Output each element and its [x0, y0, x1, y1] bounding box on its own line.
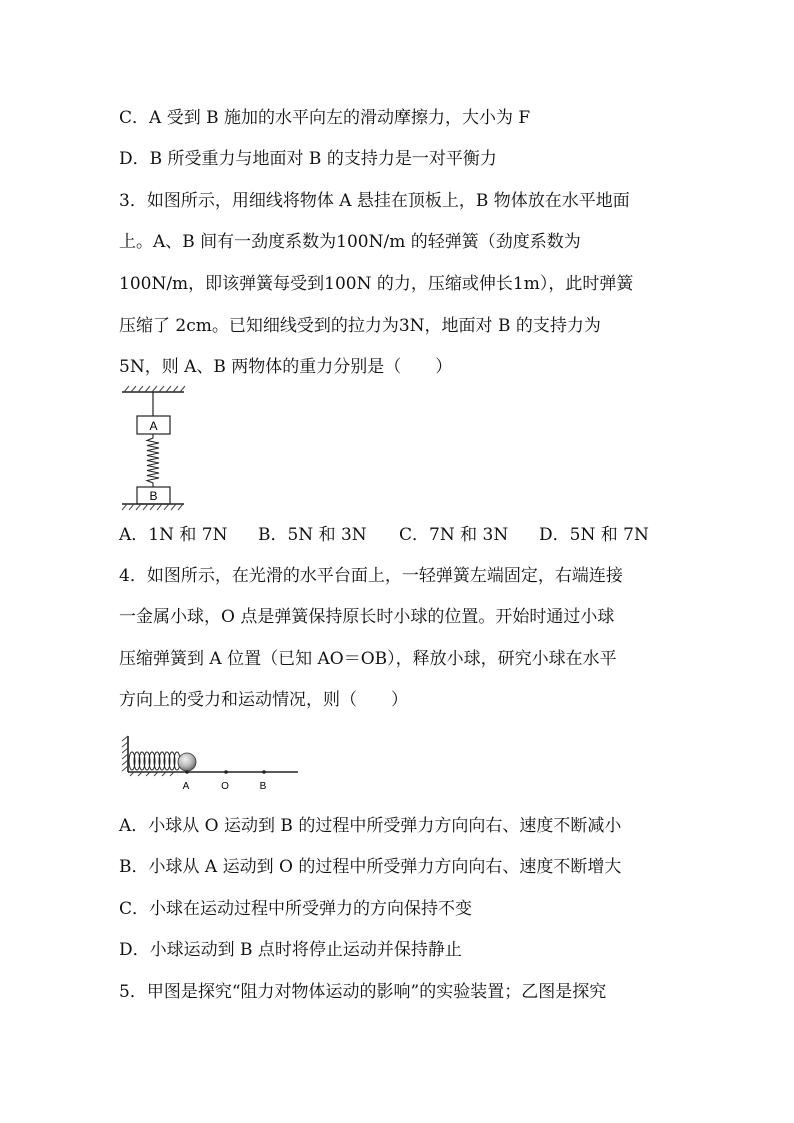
spring-coils [129, 752, 180, 770]
q4-option-a: A．小球从 O 运动到 B 的过程中所受弹力方向向右、速度不断减小 [119, 816, 622, 836]
point-b-label: B [259, 781, 267, 792]
q3-option-b: B．5N 和 3N [258, 525, 367, 545]
metal-ball [178, 753, 196, 771]
q4-stem-line-4: 方向上的受力和运动情况，则（ ） [119, 690, 408, 710]
q4-stem-line-2: 一金属小球，O 点是弹簧保持原长时小球的位置。开始时通过小球 [119, 607, 615, 627]
q2-option-d: D．B 所受重力与地面对 B 的支持力是一对平衡力 [119, 149, 497, 169]
point-o-dot [224, 770, 228, 774]
point-a-dot [185, 770, 189, 774]
q4-option-c: C．小球在运动过程中所受弹力的方向保持不变 [119, 899, 473, 919]
q2-option-c: C．A 受到 B 施加的水平向左的滑动摩擦力，大小为 F [119, 108, 531, 128]
block-a-label: A [149, 419, 158, 433]
point-o-label: O [221, 781, 229, 792]
q4-option-d: D．小球运动到 B 点时将停止运动并保持静止 [119, 940, 462, 960]
q3-option-c: C．7N 和 3N [399, 525, 509, 545]
q3-stem-line-4: 压缩了 2cm。已知细线受到的拉力为3N，地面对 B 的支持力为 [119, 316, 601, 336]
q3-stem-line-1: 3．如图所示，用细线将物体 A 悬挂在顶板上，B 物体放在水平地面 [119, 191, 630, 211]
q5-stem-line-1: 5．甲图是探究“阻力对物体运动的影响”的实验装置；乙图是探究 [119, 982, 607, 1002]
q3-spring-figure [118, 384, 198, 512]
q4-stem-line-1: 4．如图所示，在光滑的水平台面上，一轻弹簧左端固定，右端连接 [119, 566, 623, 586]
point-b-dot [262, 770, 266, 774]
ceiling-hatch [124, 386, 185, 392]
q3-option-a: A．1N 和 7N [119, 525, 228, 545]
q3-stem-line-5: 5N，则 A、B 两物体的重力分别是（ ） [119, 357, 453, 377]
ground-hatch [122, 504, 183, 510]
block-b-label: B [149, 489, 158, 503]
q4-option-b: B．小球从 A 运动到 O 的过程中所受弹力方向向右、速度不断增大 [119, 857, 622, 877]
spring-zigzag [147, 434, 159, 487]
q3-stem-line-3: 100N/m，即该弹簧每受到100N 的力，压缩或伸长1m），此时弹簧 [119, 274, 634, 294]
wall-hatch [122, 736, 128, 771]
q4-stem-line-3: 压缩弹簧到 A 位置（已知 AO＝OB），释放小球，研究小球在水平 [119, 649, 617, 669]
q3-stem-line-2: 上。A、B 间有一劲度系数为100N/m 的轻弹簧（劲度系数为 [119, 232, 581, 252]
q4-spring-ball-figure [120, 732, 300, 792]
q3-option-d: D．5N 和 7N [539, 525, 649, 545]
point-a-label: A [182, 781, 190, 792]
